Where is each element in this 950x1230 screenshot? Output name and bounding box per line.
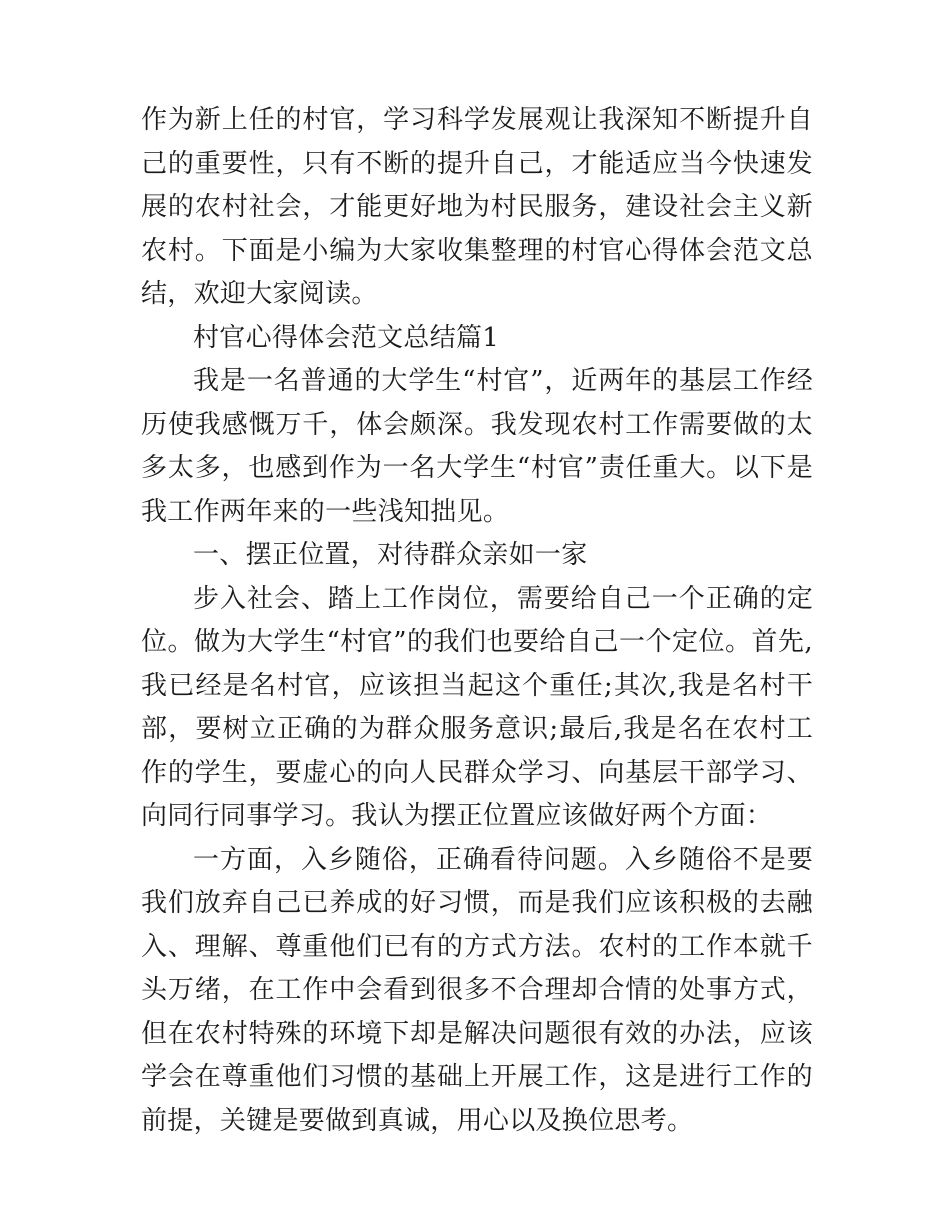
subsection-heading-1: 一、摆正位置，对待群众亲如一家 [193,540,588,570]
section-heading-article-1: 村官心得体会范文总结篇1 [193,322,500,353]
body-paragraph-introduction: 我是一名普通的大学生“村官”，近两年的基层工作经历使我感慨万千，体会颇深。我发现农村工作需要做的太多太多，也感到作为一名大学生“村官”责任重大。以下是我工作两年来的一些浅知拙见。 [141,366,813,527]
body-paragraph-positioning: 步入社会、踏上工作岗位，需要给自己一个正确的定位。做为大学生“村官”的我们也要给自己一个定位。首先,我已经是名村官，应该担当起这个重任;其次,我是名村干部，要树立正确的为群众服务意识;最后,我是名在农村工作的学生，要虚心的向人民群众学习、向基层干部学习、向同行同事学习。我认为摆正位置应该做好两个方面： [141,583,813,831]
body-paragraph-local-customs: 一方面，入乡随俗，正确看待问题。入乡随俗不是要我们放弃自己已养成的好习惯，而是我们应该积极的去融入、理解、尊重他们已有的方式方法。农村的工作本就千头万绪，在工作中会看到很多不合理却合情的处事方式，但在农村特殊的环境下却是解决问题很有效的办法，应该学会在尊重他们习惯的基础上开展工作，这是进行工作的前提，关键是要做到真诚，用心以及换位思考。 [141,844,813,1136]
document-body [141,99,813,1143]
intro-paragraph: 作为新上任的村官，学习科学发展观让我深知不断提升自己的重要性，只有不断的提升自己，才能适应当今快速发展的农村社会，才能更好地为村民服务，建设社会主义新农村。下面是小编为大家收集整理的村官心得体会范文总结，欢迎大家阅读。 [141,105,813,309]
